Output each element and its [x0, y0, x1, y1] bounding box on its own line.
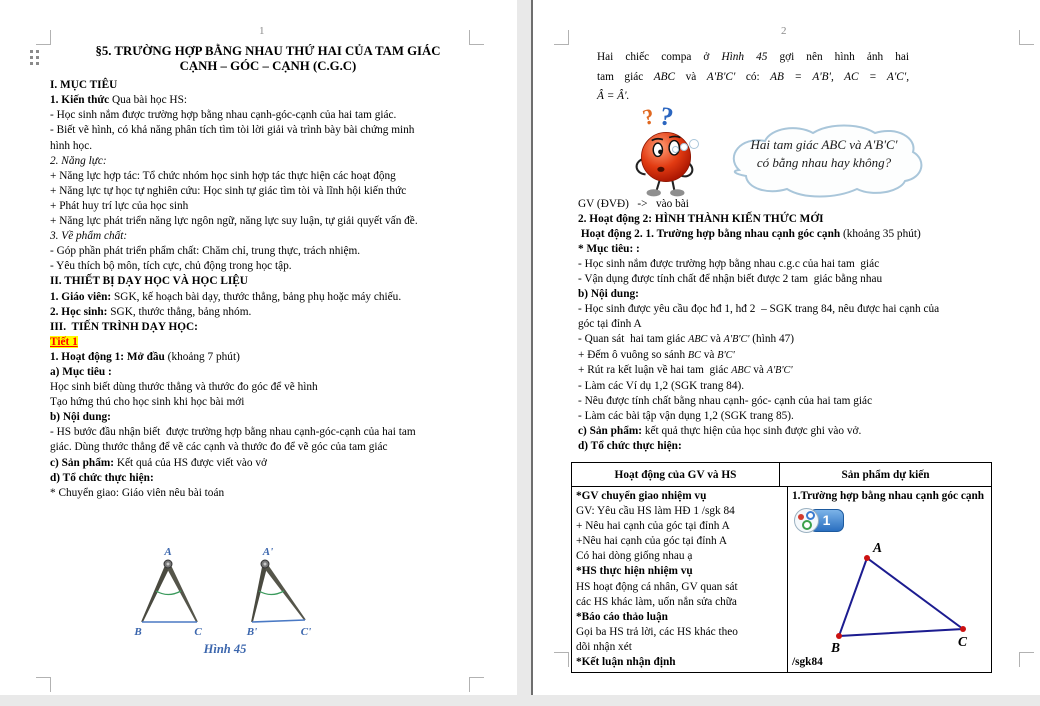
vertex-label-a: A — [164, 546, 172, 558]
product-heading: 1.Trường hợp bằng nhau cạnh góc cạnh — [792, 490, 985, 502]
text-line: Hoạt động 2. 1. Trường hợp bằng nhau cạnh góc cạnh (khoảng 35 phút) — [578, 227, 921, 240]
document-title — [50, 44, 472, 73]
text-line: *GV chuyển giao nhiệm vụ — [576, 490, 707, 502]
text-line: - Học sinh nắm được trường hợp bằng nhau c.g.c của hai tam giác — [578, 257, 880, 270]
bubble-text-line1: Hai tam giác ABC và A'B'C' — [750, 137, 898, 152]
text-line: b) Nội dung: — [50, 411, 111, 424]
thought-dot-icon — [680, 143, 688, 151]
compass-leg — [166, 564, 198, 623]
text-line: d) Tổ chức thực hiện: — [50, 471, 154, 484]
document-title-line2: CẠNH – GÓC – CẠNH (C.G.C) — [179, 58, 357, 73]
text-line: 2. Học sinh: SGK, thước thẳng, bảng nhóm. — [50, 305, 252, 318]
figure-caption: Hình 45 — [203, 642, 247, 656]
text-line: + Năng lực phát triển năng lực ngôn ngữ, năng lực suy luận, tự giải quyết vấn đề. — [50, 215, 418, 228]
vertex-label-b: B — [134, 626, 142, 638]
page1-number: 1 — [259, 25, 265, 37]
text-line: - Biết vẽ hình, có khả năng phân tích tìm tòi lời giải và trình bày bài chứng minh — [50, 124, 415, 137]
page1-body — [50, 78, 472, 501]
crop-mark — [1019, 652, 1034, 667]
text-line: 1. Kiến thức Qua bài học HS: — [50, 94, 187, 107]
text-line: * Mục tiêu: : — [578, 242, 640, 255]
table-header-left: Hoạt động của GV và HS — [572, 463, 780, 486]
compass-hinge-pin — [264, 563, 267, 566]
triangle-vertex-dot — [960, 626, 966, 632]
triangle-outline — [839, 558, 963, 636]
text-line: GV (ĐVĐ) -> vào bài — [578, 198, 689, 210]
crop-mark — [1019, 30, 1034, 45]
question-mark-icon: ? — [657, 101, 676, 132]
text-line: - Góp phần phát triển phẩm chất: Chăm chỉ, trung thực, trách nhiệm. — [50, 245, 361, 258]
drag-handle-icon[interactable] — [30, 50, 40, 66]
crop-mark — [36, 30, 51, 45]
text-line: dõi nhận xét — [576, 640, 632, 653]
text-line: + Năng lực hợp tác: Tổ chức nhóm học sinh hợp tác thực hiện các hoạt động — [50, 169, 396, 182]
mascot-shoe — [670, 189, 684, 196]
text-line: II. THIẾT BỊ DẠY HỌC VÀ HỌC LIỆU — [50, 275, 248, 288]
text-line: *Báo cáo thảo luận — [576, 610, 668, 623]
vertex-label-b2: B' — [246, 626, 258, 638]
text-line: 2. Hoạt động 2: HÌNH THÀNH KIẾN THỨC MỚI — [578, 212, 824, 225]
table-header-right: Sản phẩm dự kiến — [841, 468, 930, 481]
compass-figure — [118, 538, 418, 663]
compass-leg — [141, 564, 170, 623]
text-line: GV: Yêu cầu HS làm HĐ 1 /sgk 84 — [576, 505, 735, 518]
thought-dot-icon — [689, 139, 699, 149]
triangle-vertex-dot — [864, 555, 870, 561]
mascot-mouth — [657, 167, 664, 172]
text-line: - Nêu được tính chất bằng nhau cạnh- góc- cạnh của hai tam giác — [578, 395, 873, 408]
angle-arc — [156, 591, 181, 595]
text-line: d) Tổ chức thực hiện: — [578, 440, 682, 453]
text-line: - Học sinh nắm được trường hợp bằng nhau cạnh-góc-cạnh của hai tam giác. — [50, 109, 397, 122]
text-line: + Năng lực tự học tự nghiên cứu: Học sinh tự giác tìm tòi và lĩnh hội kiến thức — [50, 184, 407, 197]
triangle-vertex-label-c: C — [958, 634, 968, 649]
compass-illustration — [118, 538, 418, 663]
page-2 — [517, 0, 1040, 695]
triangle-vertex-label-b: B — [831, 640, 841, 655]
crop-mark — [469, 677, 484, 692]
text-line: Học sinh biết dùng thước thẳng và thước đo góc để vẽ hình — [50, 381, 318, 394]
text-line: + Nêu hai cạnh của góc tại đỉnh A — [576, 520, 730, 533]
text-line: hình học. — [50, 139, 93, 152]
text-line: Có hai dòng giống nhau ạ — [576, 550, 693, 563]
text-line: + Phát huy trí lực của học sinh — [50, 199, 189, 212]
canvas-bottom-strip — [0, 695, 1040, 706]
text-line: giác. Dùng thước thẳng để vẽ các cạnh và thước đo để vẽ góc của tam giác — [50, 441, 388, 454]
page2-body — [578, 197, 1023, 454]
crop-mark — [554, 30, 569, 45]
text-line: *Kết luận nhận định — [576, 656, 676, 669]
text-line: góc tại đỉnh A — [578, 317, 642, 330]
vertex-label-c2: C' — [300, 626, 312, 638]
triangle-vertex-dot — [836, 633, 842, 639]
textbook-quote — [597, 48, 909, 107]
text-line: * Chuyển giao: Giáo viên nêu bài toán — [50, 486, 225, 499]
thought-dot-icon — [672, 146, 679, 153]
text-line: 3. Về phẩm chất: — [50, 230, 128, 243]
vertex-label-c: C — [194, 626, 202, 638]
crop-mark — [469, 30, 484, 45]
text-line: Tạo hứng thú cho học sinh khi học bài mới — [50, 396, 245, 409]
text-line: - Quan sát hai tam giác ABC và A'B'C' (hình 47) — [578, 332, 795, 345]
text-line: c) Sản phẩm: Kết quả của HS được viết vào vở — [50, 456, 267, 469]
text-line: - HS bước đầu nhận biết được trường hợp bằng nhau cạnh-góc-cạnh của hai tam — [50, 426, 416, 439]
text-line: +Nêu hai cạnh của góc tại đỉnh A — [576, 535, 727, 548]
text-line: các HS khác làm, uốn nắn sửa chữa — [576, 595, 737, 608]
text-line: tam giác ABC và A'B'C' có: AB = A'B', AC = A'C', — [597, 70, 910, 83]
text-line: HS hoạt động cá nhân, GV quan sát — [576, 580, 738, 593]
text-line: 2. Năng lực: — [50, 154, 107, 167]
mascot-shoe — [647, 189, 661, 196]
page-1 — [0, 0, 517, 695]
badge-number: 1 — [809, 509, 844, 532]
table-cell-activities — [572, 487, 788, 672]
text-line: a) Mục tiêu : — [50, 365, 112, 378]
text-line: - Làm các Ví dụ 1,2 (SGK trang 84). — [578, 380, 745, 393]
text-line: III. TIẾN TRÌNH DẠY HỌC: — [50, 320, 198, 333]
text-line: 1. Giáo viên: SGK, kế hoạch bài dạy, thước thẳng, bảng phụ hoặc máy chiếu. — [50, 290, 402, 303]
triangle-figure — [788, 525, 999, 671]
mascot-body — [641, 132, 690, 181]
text-line: 1. Hoạt động 1: Mở đầu (khoảng 7 phút) — [50, 350, 240, 363]
table-cell-products — [788, 487, 991, 672]
table-body-row — [572, 487, 991, 672]
text-line: + Rút ra kết luận về hai tam giác ABC và A'B'C' — [578, 364, 793, 377]
page2-number: 2 — [781, 25, 787, 37]
base-segment — [252, 620, 305, 622]
mascot-pupil — [658, 150, 663, 155]
text-line: - Làm các bài tập vận dụng 1,2 (SGK trang 85). — [578, 410, 794, 423]
compass-hinge-pin — [167, 563, 170, 566]
text-line: *HS thực hiện nhiệm vụ — [576, 565, 693, 578]
compass-leg — [263, 564, 306, 621]
text-line: b) Nội dung: — [578, 287, 639, 300]
question-mark-icon: ? — [640, 103, 657, 130]
text-line: + Đếm ô vuông so sánh BC và B'C' — [578, 348, 735, 361]
text-line: I. MỤC TIÊU — [50, 79, 118, 92]
angle-arc — [259, 591, 284, 595]
thought-bubble-text — [731, 136, 917, 171]
activity-table — [571, 462, 992, 673]
text-line: Hai chiếc compa ở Hình 45 gợi nên hình ảnh hai — [597, 51, 909, 63]
text-line: Gọi ba HS trả lời, các HS khác theo — [576, 625, 738, 638]
mascot-icon — [629, 116, 701, 200]
text-line: Tiết 1 — [50, 335, 78, 348]
text-line: - Vận dụng được tính chất để nhận biết được 2 tam giác bằng nhau — [578, 272, 883, 285]
triangle-vertex-label-a: A — [873, 540, 883, 555]
document-title-line1: §5. TRƯỜNG HỢP BẰNG NHAU THỨ HAI CỦA TAM GIÁC — [95, 44, 441, 58]
table-header-row — [572, 463, 991, 487]
text-line: Â = Â'. — [597, 90, 630, 102]
crop-mark — [554, 652, 569, 667]
crop-mark — [36, 677, 51, 692]
sgk-footer: /sgk84 — [792, 656, 823, 668]
activity-logo-icon — [794, 508, 819, 533]
text-line: c) Sản phẩm: kết quả thực hiện của học sinh được ghi vào vở. — [578, 425, 862, 438]
text-line: - Yêu thích bộ môn, tích cực, chủ động trong học tập. — [50, 260, 292, 273]
vertex-label-a2: A' — [262, 546, 274, 558]
text-line: - Học sinh được yêu cầu đọc hđ 1, hđ 2 – SGK trang 84, nêu được hai cạnh của — [578, 302, 940, 315]
bubble-text-line2: có bằng nhau hay không? — [756, 154, 892, 170]
